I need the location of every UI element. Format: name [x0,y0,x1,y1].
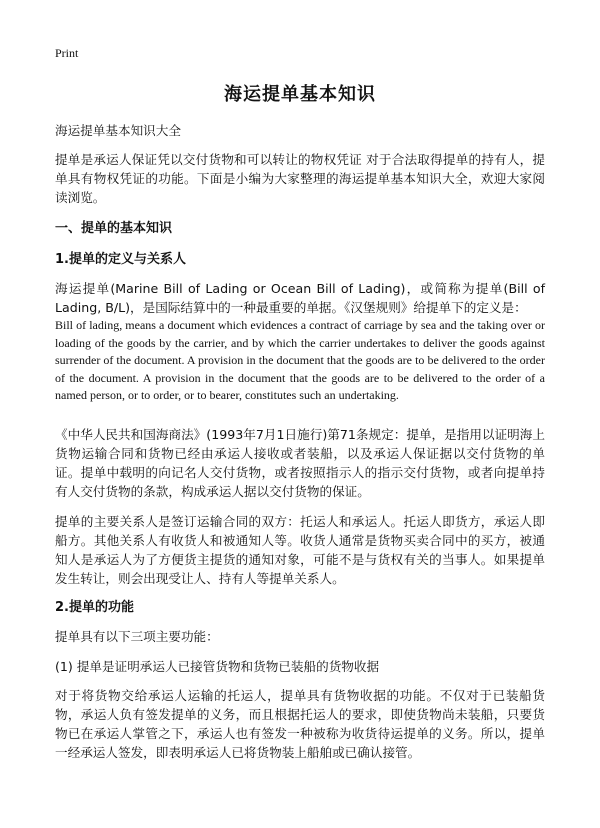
section-heading-1: 一、提单的基本知识 [55,221,173,236]
parties-paragraph [55,512,545,588]
receipt-paragraph [55,686,545,762]
maritime-law-paragraph [55,425,545,501]
definition-paragraph [55,279,545,405]
parties-text: 提单的主要关系人是签订运输合同的双方：托运人和承运人。托运人即货方，承运人即船方。其他关系人有收货人和被通知人等。收货人通常是货物买卖合同中的买方，被通知人是承运人为了方便货主提货的通知对象，可能不是与货权有关的当事人。如果提单发生转让，则会出现受让人、持有人等提单关系人。 [55,514,545,586]
function-item-1: (1) 提单是证明承运人已接管货物和货物已装船的货物收据 [55,659,380,674]
functions-intro: 提单具有以下三项主要功能： [55,629,219,644]
maritime-law-text: 《中华人民共和国海商法》(1993年7月1日施行)第71条规定：提单，是指用以证明海上货物运输合同和货物已经由承运人接收或者装船，以及承运人保证据以交付货物的单证。提单中载明的向记名人交付货物，或者按照指示人的指示交付货物，或者向提单持有人交付货物的条款，构成承运人据以交付货物的保证。 [55,427,545,499]
subsection-heading-2: 2.提单的功能 [55,600,134,615]
subtitle: 海运提单基本知识大全 [55,123,181,138]
definition-text: 海运提单(Marine Bill of Lading or Ocean Bill of Lading)，或简称为提单(Bill of Lading, B/L)，是国际结算中的一种最重要的单据。《汉堡规则》给提单下的定义是： [55,281,545,315]
print-label[interactable]: Print [55,46,79,60]
intro-text: 提单是承运人保证凭以交付货物和可以转让的物权凭证 对于合法取得提单的持有人，提单具有物权凭证的功能。下面是小编为大家整理的海运提单基本知识大全，欢迎大家阅读浏览。 [55,152,545,205]
intro-paragraph [55,150,545,207]
definition-english-text: Bill of lading, means a document which evidences a contract of carriage by sea and the taking over or loading of the goods by the carrier, and by which the carrier undertakes to deliver the goods against surrender of the document. A provision in the document that the goods are to be delivered to the order of the document. A provision in the document that the goods are to be delivered to the order of a named person, or to order, or to bearer, constitutes such an undertaking. [55,318,545,402]
page-title: 海运提单基本知识 [224,84,376,105]
receipt-text: 对于将货物交给承运人运输的托运人，提单具有货物收据的功能。不仅对于已装船货物，承运人负有签发提单的义务，而且根据托运人的要求，即使货物尚未装船，只要货物已在承运人掌管之下，承运人也有签发一种被称为收货待运提单的义务。所以，提单一经承运人签发，即表明承运人已将货物装上船舶或已确认接管。 [55,688,545,760]
subsection-heading-1: 1.提单的定义与关系人 [55,252,186,267]
